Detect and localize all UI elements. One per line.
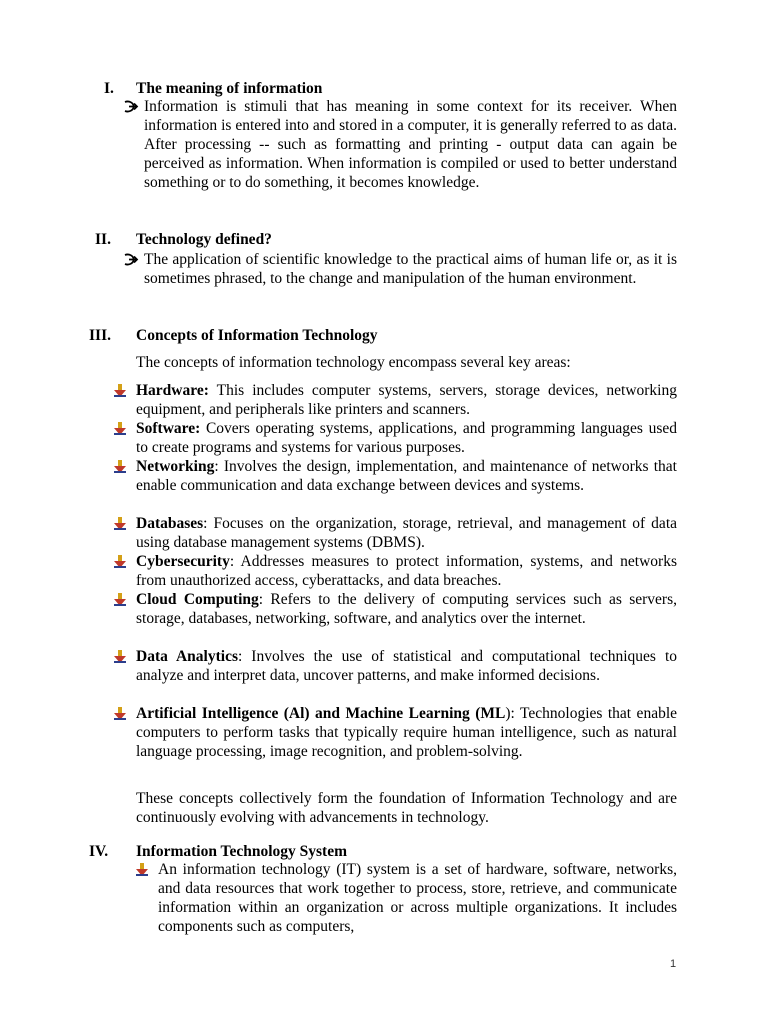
list-item — [136, 590, 677, 628]
arrow-item-text: Information is stimuli that has meaning in some context for its receiver. When information is entered into and stored in a computer, it is generally referred to as data. After processing -- such as formatting and printing - output data can again be perceived as information. When information is compiled or used to better understand something or to do something, it becomes knowledge. — [144, 98, 677, 191]
arrow-down-bullet-icon — [114, 593, 126, 606]
page-number: 1 — [670, 958, 677, 970]
section-title: Information Technology System — [136, 843, 347, 860]
arrow-item-text: The application of scientific knowledge to the practical aims of human life or, as it is sometimes phrased, to the change and manipulation of the human environment. — [144, 251, 677, 287]
item-text: Covers operating systems, applications, and programming languages used to create programs and systems for various purposes. — [136, 420, 677, 456]
list-item — [136, 704, 677, 761]
arrow-down-bullet-icon — [114, 422, 126, 435]
item-text: This includes computer systems, servers, storage devices, networking equipment, and peripherals like printers and scanners. — [136, 382, 677, 418]
arrow-item — [144, 97, 677, 192]
arrow-item — [144, 250, 677, 288]
section-numeral: IV. — [89, 843, 109, 860]
item-term: Cloud Computing — [136, 591, 259, 608]
item-text: ): Technologies that enable computers to perform tasks that typically require human intelligence, such as natural language processing, image recognition, and problem-solving. — [136, 705, 678, 760]
list-item — [136, 419, 677, 457]
arrow-down-bullet-icon — [114, 384, 126, 397]
arrow-down-bullet-icon — [114, 555, 126, 568]
list-item — [136, 552, 677, 590]
item-term: Hardware: — [136, 382, 209, 399]
section-title: The meaning of information — [136, 80, 323, 97]
arrow-bullet-icon — [122, 97, 140, 116]
item-text: : Refers to the delivery of computing services such as servers, storage, databases, networking, software, and analytics over the internet. — [136, 591, 677, 627]
item-term: Data Analytics — [136, 648, 238, 665]
list-item — [136, 514, 677, 552]
section-title: Technology defined? — [136, 231, 272, 248]
arrow-down-bullet-icon — [114, 460, 126, 473]
outro-paragraph: These concepts collectively form the foundation of Information Technology and are continuously evolving with advancements in technology. — [136, 790, 677, 826]
section-numeral: II. — [95, 231, 111, 248]
item-term: Software: — [136, 420, 201, 437]
list-item — [136, 381, 677, 419]
intro-paragraph: The concepts of information technology encompass several key areas: — [136, 354, 571, 371]
section-numeral: I. — [104, 80, 114, 97]
item-term: Cybersecurity — [136, 553, 230, 570]
arrow-down-bullet-icon — [114, 650, 126, 663]
list-item — [158, 860, 677, 936]
section-numeral: III. — [89, 327, 111, 344]
item-term: Networking — [136, 458, 215, 475]
item-text: : Focuses on the organization, storage, retrieval, and management of data using database management systems (DBMS). — [136, 515, 677, 551]
item-text: : Addresses measures to protect information, systems, and networks from unauthorized access, cyberattacks, and data breaches. — [136, 553, 677, 589]
arrow-down-bullet-icon — [114, 707, 126, 720]
item-term: Artificial Intelligence (Al) and Machine Learning (ML — [136, 705, 506, 722]
item-text: An information technology (IT) system is a set of hardware, software, networks, and data resources that work together to process, store, retrieve, and communicate information within an organization or across multiple organizations. It includes components such as computers, — [158, 861, 677, 935]
item-term: Databases — [136, 515, 204, 532]
list-item — [136, 457, 677, 495]
arrow-down-bullet-icon — [136, 863, 148, 876]
section-title: Concepts of Information Technology — [136, 327, 378, 344]
item-text: : Involves the use of statistical and computational techniques to analyze and interpret data, uncover patterns, and make informed decisions. — [136, 648, 678, 684]
item-text: : Involves the design, implementation, and maintenance of networks that enable communication and data exchange between devices and systems. — [136, 458, 677, 494]
arrow-bullet-icon — [122, 250, 140, 269]
arrow-down-bullet-icon — [114, 517, 126, 530]
list-item — [136, 647, 677, 685]
